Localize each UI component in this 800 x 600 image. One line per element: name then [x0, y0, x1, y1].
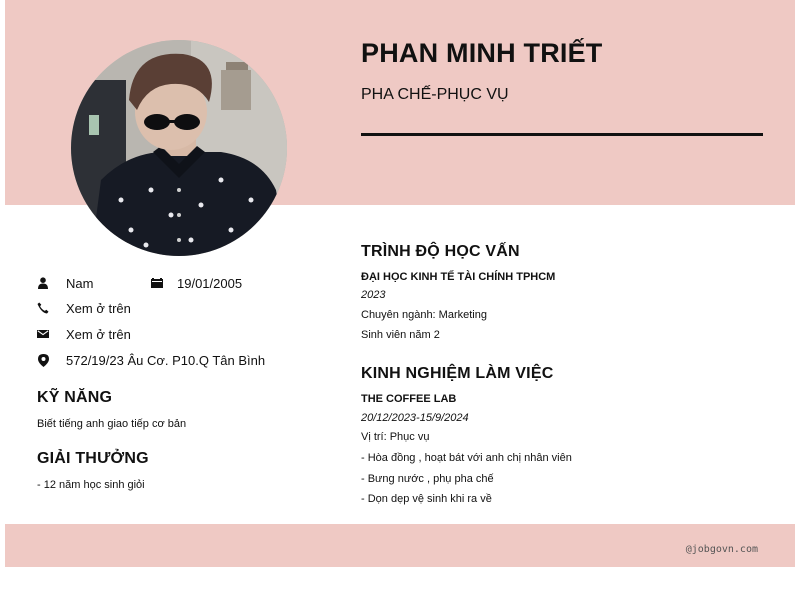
education-heading: TRÌNH ĐỘ HỌC VẤN — [361, 243, 520, 260]
awards-heading: GIẢI THƯỞNG — [37, 450, 149, 467]
gender-row — [37, 273, 93, 293]
award-item: - 12 năm học sinh giỏi — [37, 479, 145, 491]
experience-company: THE COFFEE LAB — [361, 393, 457, 405]
candidate-name: PHAN MINH TRIẾT — [361, 38, 603, 68]
email-value: Xem ở trên — [66, 326, 131, 342]
phone-icon — [37, 302, 49, 314]
experience-duty-3: - Dọn dẹp vệ sinh khi ra về — [361, 493, 492, 505]
education-school: ĐẠI HỌC KINH TẾ TÀI CHÍNH TPHCM — [361, 271, 556, 283]
address-row — [37, 350, 265, 370]
education-year: 2023 — [361, 289, 386, 301]
footer-watermark: @jobgovn.com — [685, 544, 758, 555]
skills-heading: KỸ NĂNG — [37, 389, 113, 406]
email-row — [37, 324, 131, 344]
avatar — [71, 40, 287, 256]
education-major: Chuyên ngành: Marketing — [361, 309, 487, 321]
experience-duty-2: - Bưng nước , phụ pha chế — [361, 473, 494, 485]
dob-value: 19/01/2005 — [177, 275, 243, 291]
address-value: 572/19/23 Âu Cơ. P10.Q Tân Bình — [66, 352, 266, 368]
experience-duty-1: - Hòa đồng , hoạt bát với anh chị nhân viên — [361, 452, 572, 464]
experience-position: Vị trí: Phục vụ — [361, 431, 430, 443]
location-pin-icon — [37, 354, 49, 366]
footer-band — [5, 524, 795, 567]
skill-item: Biết tiếng anh giao tiếp cơ bản — [37, 418, 187, 430]
person-icon — [37, 277, 49, 289]
phone-row — [37, 298, 131, 318]
envelope-icon — [37, 328, 49, 340]
phone-value: Xem ở trên — [66, 300, 131, 316]
experience-period: 20/12/2023-15/9/2024 — [361, 412, 469, 424]
gender-value: Nam — [66, 275, 94, 291]
job-title: PHA CHẾ-PHỤC VỤ — [361, 86, 509, 103]
avatar-photo — [71, 40, 287, 256]
experience-heading: KINH NGHIỆM LÀM VIỆC — [361, 365, 554, 382]
calendar-icon — [151, 277, 163, 289]
dob-row — [151, 273, 242, 293]
education-note: Sinh viên năm 2 — [361, 329, 440, 341]
title-divider — [361, 133, 763, 136]
